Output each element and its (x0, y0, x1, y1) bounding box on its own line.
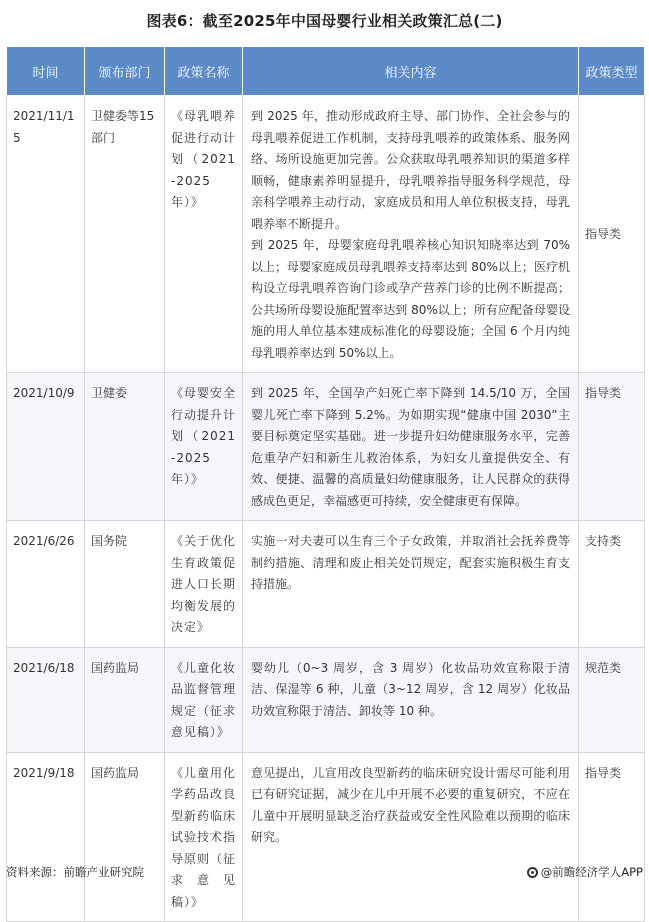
cell-department: 卫健委 (85, 373, 165, 521)
cell-policy-type: 规范类 (579, 647, 645, 752)
cell-policy-type: 支持类 (579, 521, 645, 648)
cell-policy-name: 《儿童用化学药品改良型新药临床试验技术指导原则（征求意见稿）》 (165, 752, 243, 922)
table-row (7, 647, 645, 752)
cell-department: 国务院 (85, 521, 165, 648)
cell-date: 2021/10/9 (7, 373, 85, 521)
cell-department: 国药监局 (85, 752, 165, 922)
header-department: 颁布部门 (85, 47, 165, 96)
cell-date: 2021/6/18 (7, 647, 85, 752)
source-note: 资料来源：前瞻产业研究院 (6, 865, 144, 879)
header-policy-type: 政策类型 (579, 47, 645, 96)
cell-content (243, 96, 579, 373)
policy-type-label: 指导类 (585, 227, 622, 242)
cell-content (243, 647, 579, 752)
brand-credit-text: @前瞻经济学人APP (540, 865, 643, 879)
header-policy-name: 政策名称 (165, 47, 243, 96)
table-header-row (7, 47, 645, 96)
footer (6, 864, 643, 884)
cell-date: 2021/9/18 (7, 752, 85, 922)
table-row (7, 521, 645, 648)
content-paragraph: 到 2025 年，推动形成政府主导、部门协作、全社会参与的母乳喂养促进工作机制，支持母乳喂养的政策体系、服务网络、场所设施更加完善。公众获取母乳喂养知识的渠道多样顺畅，健康素养明显提升，母乳喂养指导服务科学规范，母亲科学喂养主动行动，家庭成员和用人单位积极支持，母乳喂养率不断提升。 (251, 109, 570, 231)
cell-content (243, 521, 579, 648)
content-paragraph: 婴幼儿（0~3 周岁，含 3 周岁）化妆品功效宣称限于清洁、保湿等 6 种，儿童（3~12 周岁，含 12 周岁）化妆品功效宣称限于清洁、卸妆等 10 种。 (251, 660, 570, 718)
cell-policy-name: 《关于优化生育政策促进人口长期均衡发展的决定》 (165, 521, 243, 648)
cell-content (243, 752, 579, 922)
cell-date: 2021/11/15 (7, 96, 85, 373)
content-paragraph: 到 2025 年，母婴家庭母乳喂养核心知识知晓率达到 70%以上；母婴家庭成员母乳喂养支持率达到 80%以上；医疗机构设立母乳喂养咨询门诊或孕产营养门诊的比例不断提高；公共场所母婴设施配置率达到 80%以上；所有应配备母婴设施的用人单位基本建成标准化的母婴设施；全国 6 个月内纯母乳喂养率达到 50%以上。 (251, 238, 570, 360)
policy-table-container (6, 46, 644, 922)
table-row (7, 373, 645, 521)
table-row (7, 96, 645, 373)
content-paragraph: 实施一对夫妻可以生育三个子女政策，并取消社会抚养费等制约措施、清理和废止相关处罚规定，配套实施积极生育支持措施。 (251, 534, 570, 591)
content-paragraph: 到 2025 年，全国孕产妇死亡率下降到 14.5/10 万，全国婴儿死亡率下降到 5.2%。为如期实现“健康中国 2030”主要目标奠定坚实基础。进一步提升妇幼健康服务水平，完善危重孕产妇和新生儿救治体系，为妇女儿童提供安全、有效、便捷、温馨的高质量妇幼健康服务，让人民群众的获得感成色更足，幸福感更可持续，安全健康更有保障。 (251, 386, 570, 508)
cell-date: 2021/6/26 (7, 521, 85, 648)
cell-department: 国药监局 (85, 647, 165, 752)
table-row (7, 752, 645, 922)
cell-policy-name: 《母婴安全行动提升计划（2021-2025年）》 (165, 373, 243, 521)
cell-policy-type: 指导类 (579, 373, 645, 521)
header-date: 时间 (7, 47, 85, 96)
cell-policy-type (579, 96, 645, 373)
cell-policy-name: 《儿童化妆品监督管理规定（征求意见稿）》 (165, 647, 243, 752)
cell-department: 卫健委等15部门 (85, 96, 165, 373)
brand-logo-icon (527, 867, 538, 878)
cell-content (243, 373, 579, 521)
cell-policy-name: 《母乳喂养促进行动计划（2021-2025年）》 (165, 96, 243, 373)
content-paragraph: 意见提出，儿宣用改良型新药的临床研究设计需尽可能利用已有研究证据，减少在儿中开展不必要的重复研究，不应在儿童中开展明显缺乏治疗获益或安全性风险难以预期的临床研究。 (251, 765, 570, 844)
cell-policy-type: 指导类 (579, 752, 645, 922)
page-title: 图表6：截至2025年中国母婴行业相关政策汇总(二) (146, 12, 503, 30)
header-content: 相关内容 (243, 47, 579, 96)
policy-table (6, 46, 645, 922)
brand-credit (527, 864, 643, 880)
